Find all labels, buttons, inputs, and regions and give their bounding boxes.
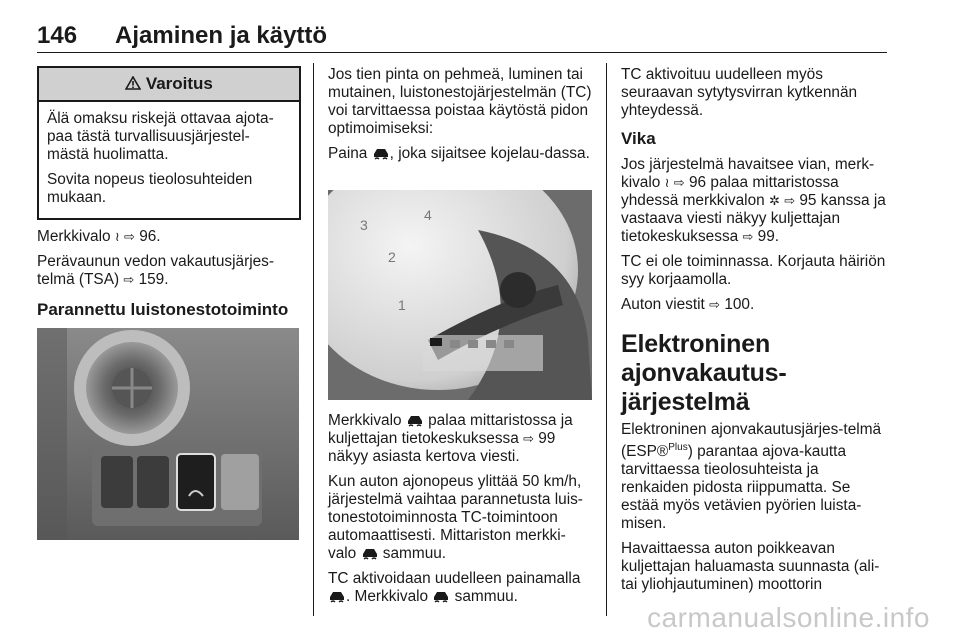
warning-text-1: Älä omaksu riskejä ottavaa ajota-paa tästä turvallisuusjärjestel-mästä huolimatta.: [47, 110, 274, 163]
switch-panel-photo: [37, 328, 299, 540]
fault-text: Jos järjestelmä havaitsee vian, merk-kivalo ≀ ⇨ 96 palaa mittaristossa yhdessä merkkivalon ✲ ⇨ 95 kanssa ja vastaava viesti näkyy kuljettajan tietokeskuksessa ⇨ 99.: [621, 156, 886, 245]
dial-number: 2: [388, 249, 396, 265]
lamp-on-text: Merkkivalo palaa mittaristossa ja kuljettajan tietokeskuksessa ⇨ 99 näkyy asiasta kertova viesti.: [328, 412, 573, 465]
tc-off-lamp-icon: ≀: [664, 175, 670, 190]
column-2: [328, 66, 592, 170]
page-header: [37, 22, 887, 52]
dial-number: 4: [424, 207, 432, 223]
arrow-ref-icon: ⇨: [523, 431, 534, 446]
traction-control-icon: [372, 146, 390, 160]
arrow-ref-icon: ⇨: [784, 193, 796, 208]
arrow-ref-icon: ⇨: [673, 175, 685, 190]
warning-text-2: Sovita nopeus tieolosuhteiden mukaan.: [47, 171, 253, 206]
arrow-ref-icon: ⇨: [742, 229, 754, 244]
not-working-text: TC ei ole toiminnassa. Korjauta häiriön syy korjaamolla.: [621, 253, 886, 288]
fault-heading: Vika: [621, 129, 656, 148]
header-rule: [37, 52, 887, 53]
dial-number: 1: [398, 297, 406, 313]
column-1: [37, 228, 299, 327]
esp-heading: Elektroninen ajonvakautus-järjestelmä: [621, 330, 787, 416]
tc-off-lamp-icon: ≀: [114, 229, 120, 244]
watermark: carmanualsonline.info: [647, 602, 930, 633]
wrench-icon: ✲: [769, 193, 780, 208]
deviation-text: Havaittaessa auton poikkeavan kuljettajan haluamasta suunnasta (ali- tai yliohjautuminen) moottorin: [621, 540, 880, 594]
dial-number: 3: [360, 217, 368, 233]
warning-heading: Varoitus: [145, 74, 213, 93]
column-divider-1: [313, 63, 314, 616]
reactivation-text: TC aktivoituu uudelleen myös seuraavan sytytysvirran kytkennän yhteydessä.: [621, 66, 858, 119]
instrument-cluster-photo: [328, 190, 592, 400]
section-heading: Parannettu luistonestotoiminto: [37, 300, 289, 319]
page-title: Ajaminen ja käyttö: [115, 22, 328, 49]
column-divider-2: [606, 63, 607, 616]
lamp-reference: Merkkivalo ≀ ⇨ 96.: [37, 228, 161, 245]
column-2-lower: [328, 412, 592, 613]
tc-intro-text: Jos tien pinta on pehmeä, luminen tai mutainen, luistonestojärjestelmän (TC) voi tarvittaessa poistaa käytöstä pidon optimoimiseksi:: [328, 66, 592, 137]
warning-box: [37, 66, 301, 220]
tsa-reference: Perävaunun vedon vakautusjärjes-telmä (TSA) ⇨ 159.: [37, 253, 274, 288]
traction-control-icon: [406, 413, 424, 427]
traction-control-icon: [328, 589, 346, 603]
warning-triangle-icon: [125, 76, 141, 90]
warning-header: [39, 68, 299, 102]
column-3: [621, 66, 889, 601]
traction-control-icon: [361, 546, 379, 560]
reactivate-text: TC aktivoidaan uudelleen painamalla . Merkkivalo sammuu.: [328, 570, 581, 605]
arrow-ref-icon: ⇨: [124, 229, 135, 244]
arrow-ref-icon: ⇨: [123, 272, 135, 287]
traction-control-icon: [432, 589, 450, 603]
page-number: 146: [37, 22, 78, 49]
esp-text: Elektroninen ajonvakautusjärjes-telmä (ESP®$^{Plus}$) parantaa ajova-kautta tarvittaessa tieolosuhteista ja renkaiden pidosta riippumatta. Se estää myös vetävien pyörien luista-misen.: [621, 421, 882, 533]
press-button-text: Paina , joka sijaitsee kojelau-dassa.: [328, 145, 590, 162]
speed-switch-text: Kun auton ajonopeus ylittää 50 km/h, järjestelmä vaihtaa parannetusta luis-tonestotoiminnosta TC-toimintoon automaattisesti. Mittariston merkki-valo sammuu.: [328, 473, 583, 562]
messages-reference: Auton viestit ⇨ 100.: [621, 296, 755, 313]
arrow-ref-icon: ⇨: [709, 297, 721, 312]
